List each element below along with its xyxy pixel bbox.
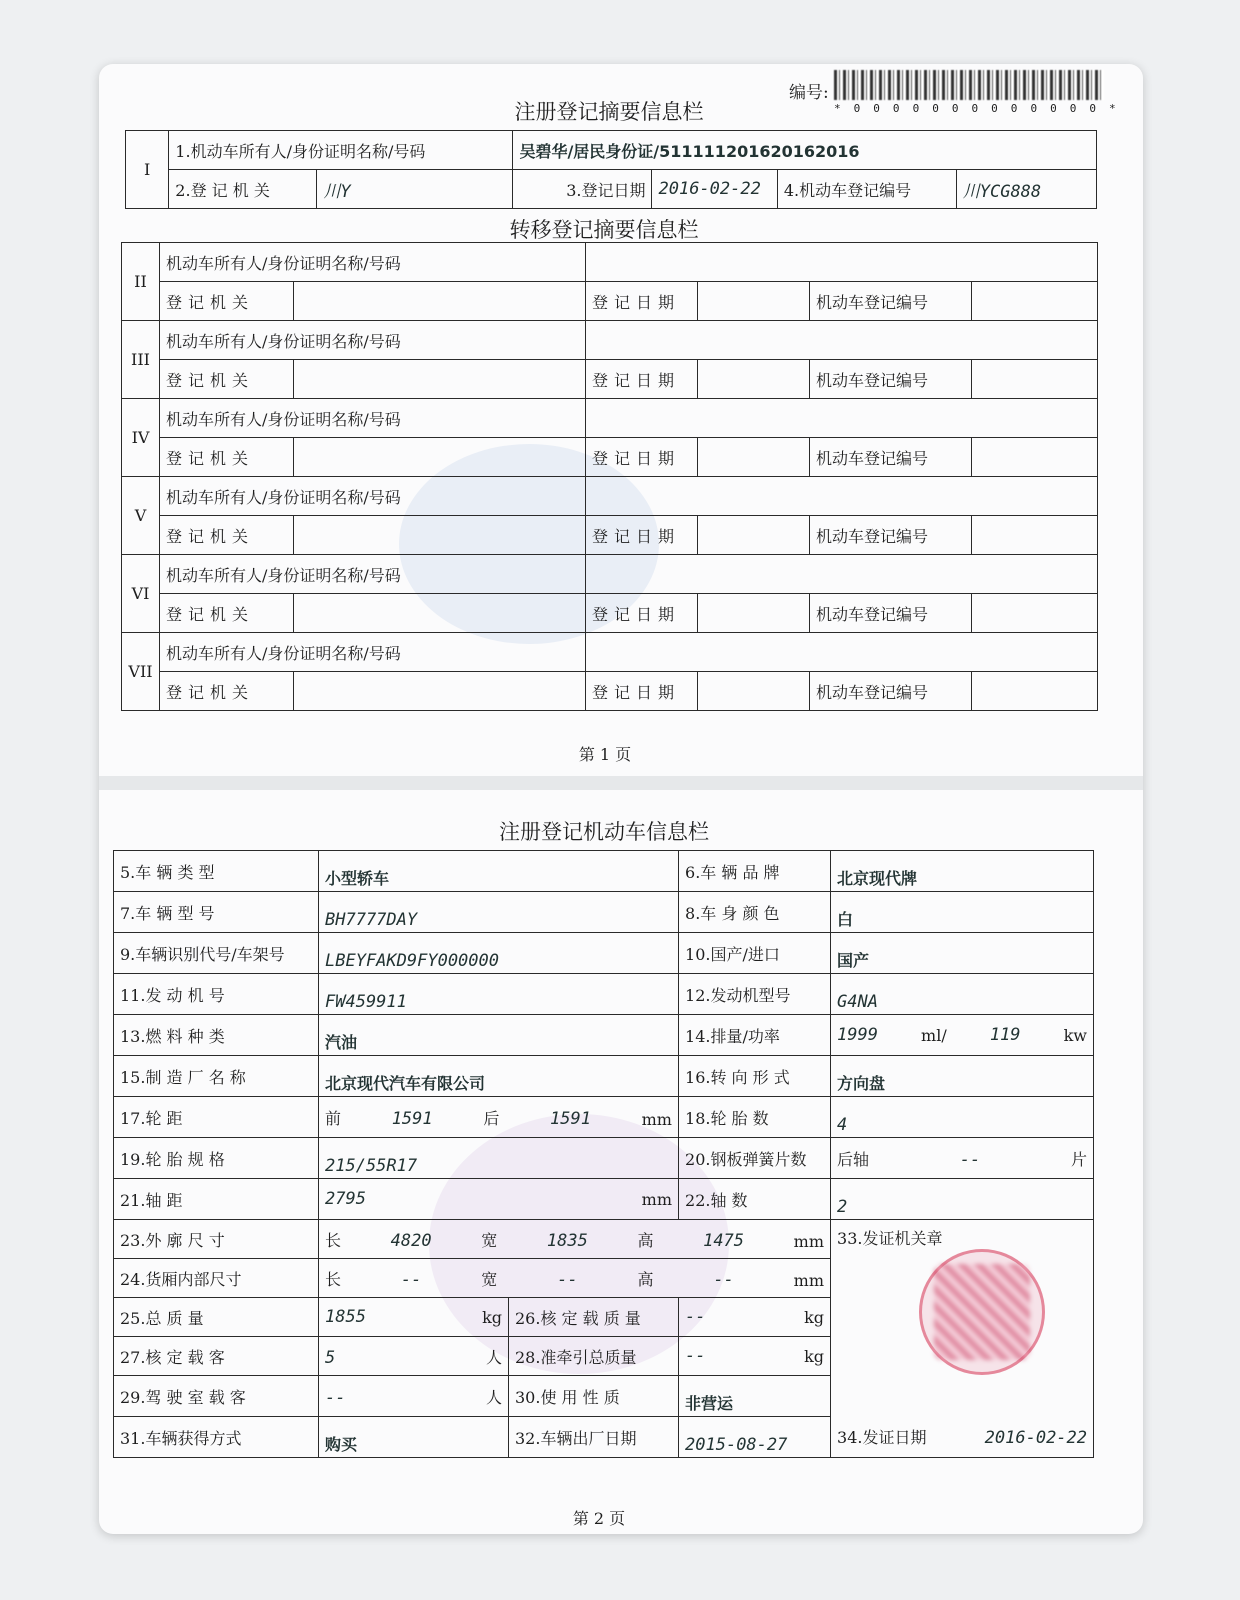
field-label: 19.轮 胎 规 格 bbox=[114, 1138, 319, 1179]
number-label: 机动车登记编号 bbox=[810, 360, 972, 399]
date-value bbox=[698, 282, 810, 321]
wheelbase-value: 2795 bbox=[325, 1189, 366, 1209]
unit-label: kw bbox=[1063, 1026, 1087, 1045]
field-label: 34.发证日期 bbox=[837, 1428, 927, 1448]
field-label: 18.轮 胎 数 bbox=[679, 1097, 831, 1138]
roman-numeral: II bbox=[122, 243, 160, 321]
unit-label: kg bbox=[804, 1347, 825, 1366]
field-label: 26.核 定 载 质 量 bbox=[509, 1298, 679, 1337]
roman-numeral: III bbox=[122, 321, 160, 399]
roman-numeral: V bbox=[122, 477, 160, 555]
transfer-row bbox=[122, 321, 1098, 360]
field-label: 22.轴 数 bbox=[679, 1179, 831, 1220]
owner-value bbox=[586, 243, 1098, 282]
authority-label: 登记机关 bbox=[160, 594, 294, 633]
owner-label: 机动车所有人/身份证明名称/号码 bbox=[160, 321, 586, 360]
field-label: 14.排量/功率 bbox=[679, 1015, 831, 1056]
field-label: 11.发 动 机 号 bbox=[114, 974, 319, 1015]
transfer-row bbox=[122, 516, 1098, 555]
unit-label: mm bbox=[641, 1190, 673, 1209]
field-label: 17.轮 距 bbox=[114, 1097, 319, 1138]
front-label: 前 bbox=[325, 1108, 342, 1128]
page-number: 第 2 页 bbox=[572, 1509, 626, 1528]
authority-label: 登记机关 bbox=[160, 360, 294, 399]
owner-value bbox=[586, 399, 1098, 438]
owner-label: 机动车所有人/身份证明名称/号码 bbox=[160, 555, 586, 594]
field-value: 购买 bbox=[319, 1417, 509, 1458]
authority-value bbox=[294, 672, 586, 711]
unit-label: kg bbox=[804, 1308, 825, 1327]
height-label: 高 bbox=[637, 1230, 654, 1250]
number-value bbox=[972, 282, 1098, 321]
authority-value: 川Y bbox=[317, 170, 513, 209]
number-value bbox=[972, 438, 1098, 477]
owner-value bbox=[586, 321, 1098, 360]
field-value: 2 bbox=[831, 1179, 1094, 1220]
field-value: 方向盘 bbox=[831, 1056, 1094, 1097]
rated-load-value: -- bbox=[685, 1307, 706, 1327]
load-cell bbox=[679, 1298, 831, 1337]
height-value: -- bbox=[713, 1269, 734, 1290]
field-label: 12.发动机型号 bbox=[679, 974, 831, 1015]
displacement-cell bbox=[831, 1015, 1094, 1056]
authority-value bbox=[294, 594, 586, 633]
registration-table bbox=[125, 130, 1097, 209]
field-value: 小型轿车 bbox=[319, 851, 679, 892]
date-value bbox=[698, 438, 810, 477]
owner-label: 机动车所有人/身份证明名称/号码 bbox=[160, 243, 586, 282]
field-label: 24.货厢内部尺寸 bbox=[114, 1259, 319, 1298]
width-value: 1835 bbox=[546, 1230, 588, 1251]
authority-label: 2.登 记 机 关 bbox=[169, 170, 317, 209]
roman-numeral: IV bbox=[122, 399, 160, 477]
field-label: 25.总 质 量 bbox=[114, 1298, 319, 1337]
field-label: 33.发证机关章 bbox=[837, 1229, 943, 1248]
rear-track-value: 1591 bbox=[550, 1108, 591, 1129]
vehicle-table bbox=[113, 850, 1094, 1458]
number-label: 机动车登记编号 bbox=[810, 282, 972, 321]
transfer-row bbox=[122, 633, 1098, 672]
leaf-spring-value: -- bbox=[959, 1149, 981, 1170]
number-value bbox=[972, 360, 1098, 399]
official-seal bbox=[919, 1249, 1045, 1375]
authority-label: 登记机关 bbox=[160, 438, 294, 477]
height-value: 1475 bbox=[703, 1230, 745, 1251]
authority-value bbox=[294, 438, 586, 477]
power-value: 119 bbox=[989, 1025, 1021, 1045]
field-label: 23.外 廓 尺 寸 bbox=[114, 1220, 319, 1259]
owner-label: 机动车所有人/身份证明名称/号码 bbox=[160, 477, 586, 516]
length-value: -- bbox=[400, 1269, 422, 1290]
unit-label: mm bbox=[641, 1109, 672, 1129]
wheelbase-cell bbox=[319, 1179, 679, 1220]
roman-numeral: VII bbox=[122, 633, 160, 711]
width-label: 宽 bbox=[481, 1230, 498, 1250]
traction-value: -- bbox=[685, 1346, 706, 1366]
field-label: 6.车 辆 品 牌 bbox=[679, 851, 831, 892]
transfer-row bbox=[122, 672, 1098, 711]
unit-label: mm bbox=[793, 1231, 824, 1251]
date-label: 登记日期 bbox=[586, 438, 698, 477]
number-value bbox=[972, 594, 1098, 633]
field-value: 非营运 bbox=[679, 1376, 831, 1417]
owner-value: 吴碧华/居民身份证/511111201620162016 bbox=[513, 131, 1097, 170]
owner-value bbox=[586, 633, 1098, 672]
roman-numeral: I bbox=[126, 131, 169, 209]
number-label: 机动车登记编号 bbox=[810, 672, 972, 711]
field-label: 32.车辆出厂日期 bbox=[509, 1417, 679, 1458]
date-label: 登记日期 bbox=[586, 594, 698, 633]
date-value bbox=[698, 516, 810, 555]
cab-passenger-cell bbox=[319, 1376, 509, 1417]
number-label: 4.机动车登记编号 bbox=[777, 170, 956, 209]
transfer-title: 转移登记摘要信息栏 bbox=[509, 218, 699, 242]
transfer-row bbox=[122, 594, 1098, 633]
traction-cell bbox=[679, 1337, 831, 1376]
width-value: -- bbox=[557, 1269, 578, 1290]
field-value: 2015-08-27 bbox=[679, 1417, 831, 1458]
field-value: 北京现代汽车有限公司 bbox=[319, 1056, 679, 1097]
field-value: 白 bbox=[831, 892, 1094, 933]
dimensions-cell bbox=[319, 1220, 831, 1259]
field-label: 20.钢板弹簧片数 bbox=[679, 1138, 831, 1179]
authority-label: 登记机关 bbox=[160, 672, 294, 711]
date-label: 登记日期 bbox=[586, 282, 698, 321]
vehicle-title: 注册登记机动车信息栏 bbox=[499, 820, 709, 844]
length-value: 4820 bbox=[390, 1230, 432, 1251]
mass-cell bbox=[319, 1298, 509, 1337]
field-label: 7.车 辆 型 号 bbox=[114, 892, 319, 933]
field-label: 15.制 造 厂 名 称 bbox=[114, 1056, 319, 1097]
length-label: 长 bbox=[325, 1230, 342, 1250]
cab-passenger-value: -- bbox=[325, 1387, 346, 1408]
date-value bbox=[698, 360, 810, 399]
date-label: 3.登记日期 bbox=[513, 170, 652, 209]
field-label: 8.车 身 颜 色 bbox=[679, 892, 831, 933]
transfer-row bbox=[122, 399, 1098, 438]
axle-label: 后轴 bbox=[837, 1149, 870, 1169]
rear-label: 后 bbox=[483, 1108, 500, 1128]
field-label: 16.转 向 形 式 bbox=[679, 1056, 831, 1097]
field-value: FW459911 bbox=[319, 974, 679, 1015]
authority-value bbox=[294, 516, 586, 555]
owner-label: 1.机动车所有人/身份证明名称/号码 bbox=[169, 131, 513, 170]
authority-label: 登记机关 bbox=[160, 516, 294, 555]
transfer-row bbox=[122, 555, 1098, 594]
page-number: 第 1 页 bbox=[578, 745, 632, 764]
field-label: 21.轴 距 bbox=[114, 1179, 319, 1220]
unit-label: 人 bbox=[485, 1387, 502, 1407]
date-label: 登记日期 bbox=[586, 360, 698, 399]
displacement-value: 1999 bbox=[837, 1025, 878, 1045]
unit-label: kg bbox=[482, 1308, 502, 1327]
field-label: 30.使 用 性 质 bbox=[509, 1376, 679, 1417]
field-value: 北京现代牌 bbox=[831, 851, 1094, 892]
registration-title: 注册登记摘要信息栏 bbox=[514, 100, 704, 124]
width-label: 宽 bbox=[481, 1269, 498, 1289]
date-label: 登记日期 bbox=[586, 516, 698, 555]
field-value: 4 bbox=[831, 1097, 1094, 1138]
transfer-row bbox=[122, 477, 1098, 516]
owner-label: 机动车所有人/身份证明名称/号码 bbox=[160, 399, 586, 438]
field-value: BH7777DAY bbox=[319, 892, 679, 933]
passenger-cell bbox=[319, 1337, 509, 1376]
total-mass-value: 1855 bbox=[325, 1307, 366, 1327]
issue-date-value: 2016-02-22 bbox=[984, 1428, 1088, 1449]
field-label: 29.驾 驶 室 载 客 bbox=[114, 1376, 319, 1417]
date-value: 2016-02-22 bbox=[652, 170, 777, 209]
roman-numeral: VI bbox=[122, 555, 160, 633]
number-value: 川YCG888 bbox=[956, 170, 1096, 209]
authority-value bbox=[294, 282, 586, 321]
transfer-row bbox=[122, 438, 1098, 477]
date-value bbox=[698, 594, 810, 633]
number-value bbox=[972, 672, 1098, 711]
field-label: 28.准牵引总质量 bbox=[509, 1337, 679, 1376]
authority-label: 登记机关 bbox=[160, 282, 294, 321]
document-page bbox=[99, 64, 1143, 1534]
owner-label: 机动车所有人/身份证明名称/号码 bbox=[160, 633, 586, 672]
leaf-spring-cell bbox=[831, 1138, 1094, 1179]
front-track-value: 1591 bbox=[391, 1108, 433, 1129]
number-value bbox=[972, 516, 1098, 555]
owner-value bbox=[586, 477, 1098, 516]
number-label: 机动车登记编号 bbox=[810, 516, 972, 555]
transfer-row bbox=[122, 243, 1098, 282]
field-label: 9.车辆识别代号/车架号 bbox=[114, 933, 319, 974]
issue-date-cell bbox=[831, 1417, 1094, 1458]
track-cell bbox=[319, 1097, 679, 1138]
unit-label: mm bbox=[793, 1270, 824, 1290]
field-value: G4NA bbox=[831, 974, 1094, 1015]
transfer-table bbox=[121, 242, 1098, 711]
barcode bbox=[834, 70, 1104, 100]
transfer-row bbox=[122, 282, 1098, 321]
unit-label: 片 bbox=[1070, 1149, 1087, 1169]
unit-label: ml/ bbox=[921, 1026, 947, 1045]
date-value bbox=[698, 672, 810, 711]
passenger-value: 5 bbox=[325, 1347, 336, 1368]
field-value: LBEYFAKD9FY000000 bbox=[319, 933, 679, 974]
field-label: 31.车辆获得方式 bbox=[114, 1417, 319, 1458]
field-label: 13.燃 料 种 类 bbox=[114, 1015, 319, 1056]
field-value: 国产 bbox=[831, 933, 1094, 974]
barcode-digits: * 0 0 0 0 0 0 0 0 0 0 0 0 0 * bbox=[834, 102, 1119, 115]
field-value: 215/55R17 bbox=[319, 1138, 679, 1179]
length-label: 长 bbox=[325, 1269, 342, 1289]
unit-label: 人 bbox=[485, 1347, 502, 1367]
field-value: 汽油 bbox=[319, 1015, 679, 1056]
height-label: 高 bbox=[637, 1269, 654, 1289]
number-label: 机动车登记编号 bbox=[810, 438, 972, 477]
serial-label: 编号: bbox=[789, 83, 829, 103]
field-label: 10.国产/进口 bbox=[679, 933, 831, 974]
transfer-row bbox=[122, 360, 1098, 399]
field-label: 5.车 辆 类 型 bbox=[114, 851, 319, 892]
authority-value bbox=[294, 360, 586, 399]
owner-value bbox=[586, 555, 1098, 594]
number-label: 机动车登记编号 bbox=[810, 594, 972, 633]
page-divider bbox=[99, 776, 1143, 790]
date-label: 登记日期 bbox=[586, 672, 698, 711]
cargo-dimensions-cell bbox=[319, 1259, 831, 1298]
field-label: 27.核 定 载 客 bbox=[114, 1337, 319, 1376]
